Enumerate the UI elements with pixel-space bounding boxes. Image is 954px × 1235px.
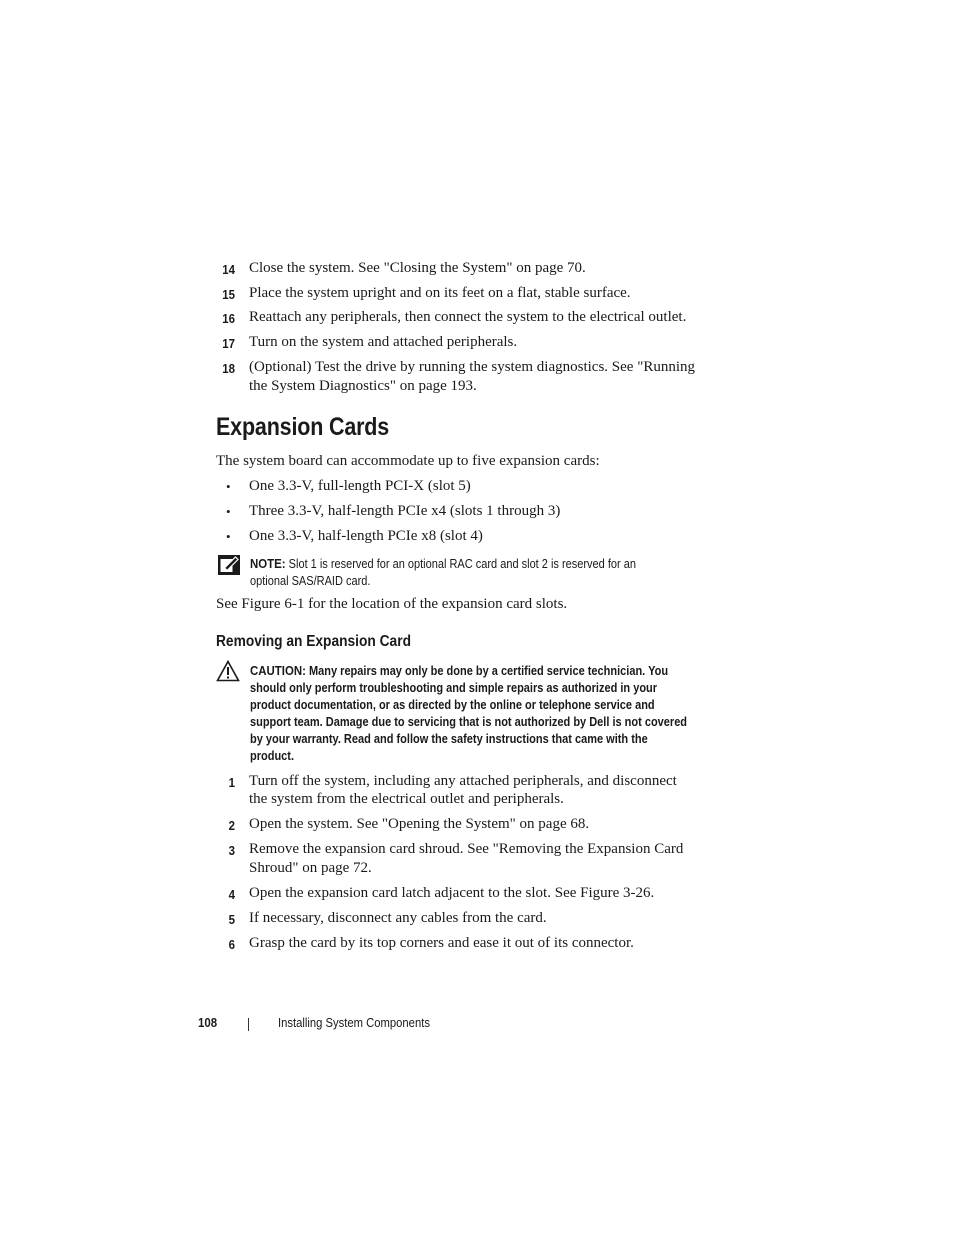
section-title: Expansion Cards — [216, 413, 390, 441]
bullet-text: One 3.3-V, full-length PCI-X (slot 5) — [249, 478, 471, 494]
step-text-line2: the system from the electrical outlet and peripherals. — [249, 791, 564, 807]
caution-line: Many repairs may only be done by a certified service technician. You — [308, 664, 669, 678]
step-text-line1: Remove the expansion card shroud. See "Removing the Expansion Card — [249, 841, 684, 857]
step-text: Close the system. See "Closing the System" on page 70. — [249, 260, 586, 276]
caution-label: CAUTION: — [250, 663, 306, 678]
see-figure-text: See Figure 6-1 for the location of the expansion card slots. — [216, 596, 568, 612]
step-text: Place the system upright and on its feet on a flat, stable surface. — [249, 285, 631, 301]
caution-line: should only perform troubleshooting and simple repairs as authorized in your — [250, 681, 658, 695]
step-text-line1: If necessary, disconnect any cables from the card. — [249, 910, 547, 926]
step-number: 14 — [222, 262, 235, 277]
caution-box — [250, 662, 720, 765]
step-text-line1: Grasp the card by its top corners and ease it out of its connector. — [249, 935, 634, 951]
bullet-text: One 3.3-V, half-length PCIe x8 (slot 4) — [249, 528, 483, 544]
caution-line: support team. Damage due to servicing that is not authorized by Dell is not covered — [250, 715, 688, 729]
step-number: 2 — [228, 818, 235, 833]
step-number: 5 — [228, 912, 235, 927]
step-number: 18 — [222, 361, 235, 376]
step-number: 17 — [222, 336, 235, 351]
step-text-line1: Open the system. See "Opening the System" on page 68. — [249, 816, 590, 832]
section-intro: The system board can accommodate up to five expansion cards: — [216, 453, 600, 469]
step-text-line2: the System Diagnostics" on page 193. — [249, 378, 477, 394]
note-label: NOTE: — [250, 556, 286, 571]
footer-divider — [248, 1018, 249, 1031]
note-text-line2: optional SAS/RAID card. — [250, 574, 371, 588]
step-text-line1: Turn off the system, including any attached peripherals, and disconnect — [249, 773, 677, 789]
subsection-title: Removing an Expansion Card — [216, 633, 411, 650]
step-text-line2: Shroud" on page 72. — [249, 860, 372, 876]
step-text: Turn on the system and attached peripherals. — [249, 334, 518, 350]
step-number: 15 — [222, 287, 235, 302]
caution-line: by your warranty. Read and follow the safety instructions that came with the — [250, 732, 648, 746]
bullet-dot-icon: • — [226, 504, 231, 519]
bullet-dot-icon: • — [226, 479, 231, 494]
step-number: 4 — [228, 887, 235, 902]
step-number: 6 — [228, 937, 235, 952]
note-pencil-icon — [218, 555, 240, 575]
caution-triangle-icon — [216, 660, 240, 682]
caution-line: product documentation, or as directed by the online or telephone service and — [250, 698, 655, 712]
bullet-dot-icon: • — [226, 529, 231, 544]
step-number: 3 — [228, 843, 235, 858]
caution-line: product. — [250, 749, 294, 763]
step-number: 1 — [228, 775, 235, 790]
note-box — [250, 555, 720, 590]
step-text-line1: Open the expansion card latch adjacent to the slot. See Figure 3-26. — [249, 885, 655, 901]
footer-chapter-title: Installing System Components — [278, 1016, 430, 1030]
page-number: 108 — [198, 1015, 218, 1030]
bullet-text: Three 3.3-V, half-length PCIe x4 (slots 1 through 3) — [249, 503, 561, 519]
step-text-line1: (Optional) Test the drive by running the system diagnostics. See "Running — [249, 359, 695, 375]
note-text-line1: Slot 1 is reserved for an optional RAC card and slot 2 is reserved for an — [288, 557, 636, 571]
step-number: 16 — [222, 311, 235, 326]
step-text: Reattach any peripherals, then connect the system to the electrical outlet. — [249, 309, 687, 325]
